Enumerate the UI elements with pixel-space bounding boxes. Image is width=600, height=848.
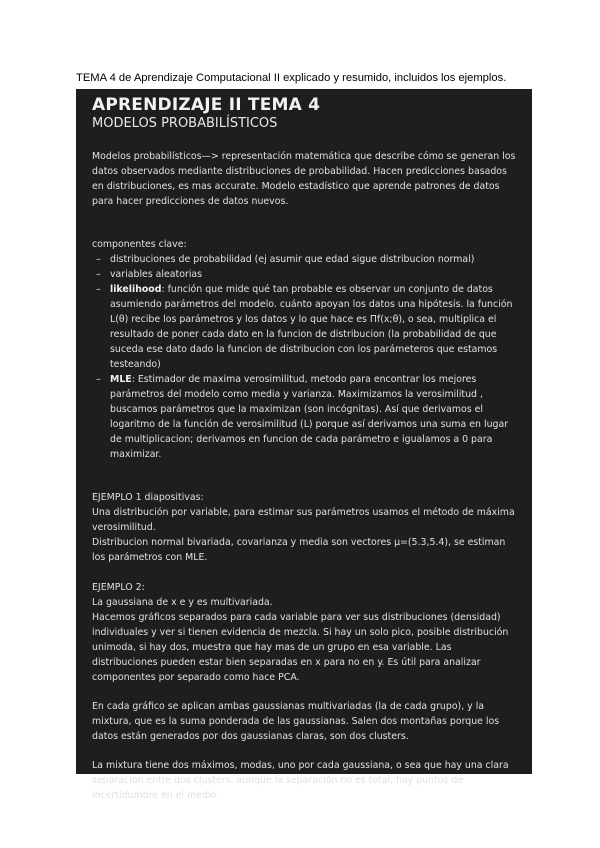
list-item xyxy=(92,372,516,462)
list-item-term: MLE xyxy=(110,374,132,385)
list-item-text: : Estimador de maxima verosimilitud, metodo para encontrar los mejores parámetros del modelo como media y varianza. Maximizamos la verosimilitud , buscamos parámetros que la maximizan (son incógnitas). Así que derivamos el logaritmo de la función de verosimilitud (L) porque así derivamos una suma en lugar de multiplicacion; derivamos en funcion de cada parámetro e igualamos a 0 para maximizar. xyxy=(110,374,509,460)
components-list xyxy=(92,252,516,462)
intro-paragraph: Modelos probabilísticos—> representación matemática que describe cómo se generan los datos observados mediante distribuciones de probabilidad. Hacen predicciones basados en distribuciones, es mas accurate. Modelo estadístico que aprende patrones de datos para hacer predicciones de datos nuevos. xyxy=(92,151,516,207)
list-item-text: : función que mide qué tan probable es observar un conjunto de datos asumiendo parámetros del modelo. cuánto apoyan los datos una hipótesis. la función L(θ) recibe los parámetros y los datos y lo que hace es Πf(x;θ), o sea, multiplica el resultado de poner cada dato en la funcion de distribucion (la probabilidad de que suceda ese dato dado la funcion de distribucion con los parámeteros que estamos testeando) xyxy=(110,284,513,370)
panel-subtitle: MODELOS PROBABILÍSTICOS xyxy=(92,116,278,131)
example2-para2: En cada gráfico se aplican ambas gaussianas multivariadas (la de cada grupo), y la mixtura, que es la suma ponderada de las gaussianas. Salen dos montañas porque los datos están generados por dos gaussianas claras, son dos clusters. xyxy=(92,701,500,742)
list-item-text: variables aleatorias xyxy=(110,269,203,280)
list-item xyxy=(92,267,516,282)
list-item-text: distribuciones de probabilidad (ej asumir que edad sigue distribucion normal) xyxy=(110,254,475,265)
example2-heading: EJEMPLO 2: xyxy=(92,582,145,593)
notes-panel xyxy=(76,89,532,801)
example2-line1: La gaussiana de x e y es multivariada. xyxy=(92,597,273,608)
dash-bullet-icon: – xyxy=(96,284,101,295)
list-item-term: likelihood xyxy=(110,284,162,295)
example1-line1: Una distribución por variable, para estimar sus parámetros usamos el método de máxima verosimilitud. xyxy=(92,507,515,533)
example1-heading: EJEMPLO 1 diapositivas: xyxy=(92,492,204,503)
example2-line2: Hacemos gráficos separados para cada variable para ver sus distribuciones (densidad) individuales y ver si tienen evidencia de mezcla. Si hay un solo pico, posible distribución unimoda, si hay dos, muestra que hay mas de un grupo en esa variable. Las distribuciones pueden estar bien separadas en x para no en y. Es útil para analizar componentes por separado como hace PCA. xyxy=(92,612,509,683)
dash-bullet-icon: – xyxy=(96,269,101,280)
dash-bullet-icon: – xyxy=(96,374,101,385)
list-item xyxy=(92,252,516,267)
example2-para3: La mixtura tiene dos máximos, modas, uno por cada gaussiana, o sea que hay una clara separacion entre dos clusters, aunque la separación no es total, hay puntos de incertidumbre en el medio. xyxy=(92,760,509,801)
dash-bullet-icon: – xyxy=(96,254,101,265)
document-header: TEMA 4 de Aprendizaje Computacional II explicado y resumido, incluidos los ejemplos. xyxy=(76,72,507,84)
example1-line2: Distribucion normal bivariada, covarianza y media son vectores μ=(5.3,5.4), se estiman los parámetros con MLE. xyxy=(92,537,506,563)
panel-title: APRENDIZAJE II TEMA 4 xyxy=(92,95,321,115)
list-item xyxy=(92,282,516,372)
components-heading: componentes clave: xyxy=(92,239,187,250)
